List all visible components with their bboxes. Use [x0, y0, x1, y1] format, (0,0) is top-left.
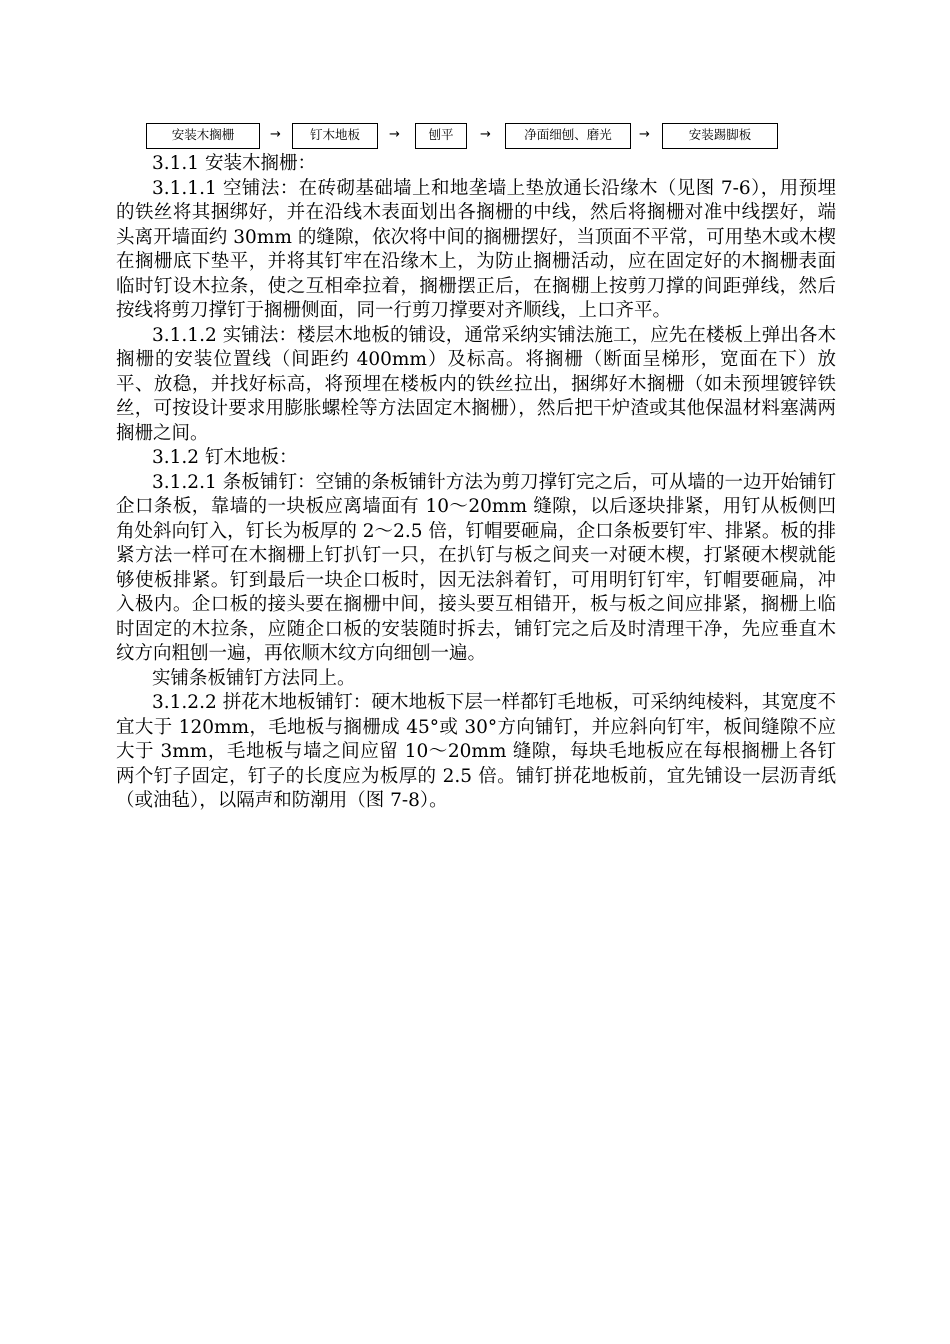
flow-step-install-skirting: 安装踢脚板 — [662, 123, 778, 149]
flow-arrow-icon: → — [480, 127, 491, 142]
paragraph-3-1-2-2: 3.1.2.2 拼花木地板铺钉：硬木地板下层一样都钉毛地板，可采纳纯棱料，其宽度不宜大于 120mm，毛地板与搁栅成 45°或 30°方向铺钉，并应斜向钉牢，板间缝隙不应大于 3mm，毛地板与墙之间应留 10～20mm 缝隙，每块毛地板应在每根搁栅上各钉两个钉子固定，钉子的长度应为板厚的 2.5 倍。铺钉拼花地板前，宜先铺设一层沥青纸（或油毡），以隔声和防潮用（图 7-8）。 — [116, 692, 836, 811]
paragraph-3-1-1-1: 3.1.1.1 空铺法：在砖砌基础墙上和地垄墙上垫放通长沿缘木（见图 7-6），用预埋的铁丝将其捆绑好，并在沿线木表面划出各搁栅的中线，然后将搁栅对准中线摆好，端头离开墙面约 30mm 的缝隙，依次将中间的搁栅摆好，当顶面不平常，可用垫木或木楔在搁栅底下垫平，并将其钉牢在沿缘木上，为防止搁栅活动，应在固定好的木搁栅表面临时钉设木拉条，使之互相牵拉着，搁栅摆正后，在搁棚上按剪刀撑的间距弹线，然后按线将剪刀撑钉于搁栅侧面，同一行剪刀撑要对齐顺线，上口齐平。 — [116, 177, 836, 321]
flow-arrow-icon: → — [639, 127, 650, 142]
flow-step-fine-plane-polish: 净面细刨、磨光 — [505, 123, 631, 149]
flow-step-nail-floor: 钉木地板 — [292, 123, 378, 149]
flow-arrow-icon: → — [270, 127, 281, 142]
flow-step-install-joist: 安装木搁栅 — [146, 123, 260, 149]
paragraph-3-1-1-2: 3.1.1.2 实铺法：楼层木地板的铺设，通常采纳实铺法施工，应先在楼板上弹出各木搁栅的安装位置线（间距约 400mm）及标高。将搁栅（断面呈梯形，宽面在下）放平、放稳，并找好标高，将预埋在楼板内的铁丝拉出，捆绑好木搁栅（如未预埋镀锌铁丝，可按设计要求用膨胀螺栓等方法固定木搁栅），然后把干炉渣或其他保温材料塞满两搁栅之间。 — [116, 324, 836, 444]
flow-step-plane: 刨平 — [415, 123, 467, 149]
document-body — [116, 152, 836, 814]
heading-3-1-2: 3.1.2 钉木地板： — [152, 447, 298, 468]
flow-arrow-icon: → — [389, 127, 400, 142]
process-flowchart — [146, 123, 786, 151]
paragraph-note: 实铺条板铺钉方法同上。 — [152, 667, 356, 689]
paragraph-3-1-2-1: 3.1.2.1 条板铺钉：空铺的条板铺针方法为剪刀撑钉完之后，可从墙的一边开始铺钉企口条板，靠墙的一块板应离墙面有 10～20mm 缝隙，以后逐块排紧，用钉从板侧凹角处斜向钉入，钉长为板厚的 2～2.5 倍，钉帽要砸扁，企口条板要钉牢、排紧。板的排紧方法一样可在木搁栅上钉扒钉一只，在扒钉与板之间夹一对硬木楔，打紧硬木楔就能够使板排紧。钉到最后一块企口板时，因无法斜着钉，可用明钉钉牢，钉帽要砸扁，冲入极内。企口板的接头要在搁栅中间，接头要互相错开，板与板之间应排紧，搁栅上临时固定的木拉条，应随企口板的安装随时拆去，铺钉完之后及时清理干净，先应垂直木纹方向粗刨一遍，再依顺木纹方向细刨一遍。 — [116, 471, 836, 664]
heading-3-1-1: 3.1.1 安装木搁栅： — [152, 153, 316, 174]
